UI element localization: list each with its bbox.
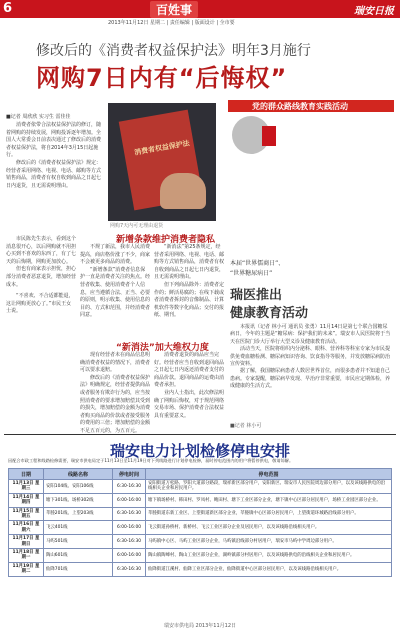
page-number: 6 xyxy=(3,1,13,16)
date-cell: 11月17日 星期日 xyxy=(9,535,44,549)
power-outage-notice xyxy=(0,434,400,634)
time-cell: 6:30-16:30 xyxy=(113,507,146,521)
date-cell: 11月19日 星期二 xyxy=(9,562,44,576)
area-cell: 莘塍街道东新工业区、上望街道新区部分企业，莘塍镇中心区部分居民用户，上望街道环城路沿线部分用户。 xyxy=(146,507,392,521)
date-cell: 11月18日 星期一 xyxy=(9,549,44,563)
column-paragraph: “新增条款”消费者信息保护一直是消费者关注的焦点。经营者收集、使用消费者个人信息，应当遵循合法、正当、必要的原则，明示收集、使用信息的目的、方式和范围，并经消费者同意。 xyxy=(80,266,151,319)
time-cell: 6:00-16:00 xyxy=(113,521,146,535)
date-cell: 11月15日 星期五 xyxy=(9,507,44,521)
sidebar-paragraph: 活动当天，医院将组织内分泌科、眼科、营养科等科室专家为市民提供免费血糖检测、糖尿病知识咨询、饮食指导等服务，并发放糖尿病防治宣传资料。 xyxy=(230,346,391,368)
lead-paragraph: 消费者依带合法权益保护法的修订，随着网购的持续发展，网购投诉逐年增加。全国人大常委会日前表决通过了修改后的消费者权益保护法，将自2014年3月15日起施行。 xyxy=(6,122,102,159)
sidebar-paragraph: 本报讯（记者 林小可 通讯员 张勇）11月14日是第七个联合国糖尿病日，今年的主题是“糖尿病：保护我们的未来”。瑞安市人民医院将于当天在医院门诊大厅举行大型义诊及健康教育活动。 xyxy=(230,324,391,345)
lead-paragraph: 修改后的《消费者权益保护法》规定：经营者采用网络、电视、电话、邮购等方式销售商品，消费者有权自收到商品之日起七日内退货，且无需说明理由。 xyxy=(6,159,102,189)
table-row xyxy=(9,549,392,563)
area-cell: 仙降街道江溪村、仙降工业区部分企业，仙降街道中心区部分居民用户，以及该线路沿线相关用户。 xyxy=(146,562,392,576)
date-cell: 11月14日 星期四 xyxy=(9,493,44,507)
table-row xyxy=(9,493,392,507)
sidebar-kicker: “世界糖尿病日” xyxy=(230,270,273,277)
area-cell: 塘下镇场桥村、韩田村、罗凤村、鲍田村、塘下工业区部分企业，塘下镇中心区部分居民用户，场桥工业园区部分企业。 xyxy=(146,493,392,507)
area-cell: 飞云街道孙桥村、新桥村、飞云工业区部分企业及居民用户，以及该线路沿线相关用户。 xyxy=(146,521,392,535)
hand-image xyxy=(160,173,206,209)
article-column xyxy=(154,352,224,428)
divider xyxy=(4,434,396,435)
page-header-bar xyxy=(0,0,400,18)
column-header: 停电时间 xyxy=(113,469,146,480)
notice-footer: 瑞安市供电局 2013年11月12日 xyxy=(163,623,237,629)
article-quote: “不喜欢、不合适都能退，这让网购更放心了。”市民王女士说。 xyxy=(6,293,74,315)
line-cell: 塘下301线、场桥302线 xyxy=(44,493,113,507)
column-paragraph: 但也有商家表示担忧，担心部分消费者恶意退货，增加经营成本。 xyxy=(6,266,77,288)
article-lead xyxy=(6,122,104,226)
sidebar-paragraph: 据了解，我国糖尿病患者人数居世界首位，而很多患者并不知道自己患病。专家提醒，糖尿病早发现、早治疗非常重要，市民应定期体检，养成健康的生活方式。 xyxy=(230,368,391,390)
outage-table xyxy=(8,468,392,577)
article-column xyxy=(80,352,151,434)
column-paragraph: 但下列商品除外：消费者定作的；鲜活易腐的；在线下载或者消费者拆封的音像制品、计算机软件等数字化商品；交付的报纸、期刊。 xyxy=(154,281,225,319)
area-cell: 陶山镇陶峰村、陶山工业区部分企业，湖岭镇部分村居用户，以及该线路供电的沿线相关企业和居民用户。 xyxy=(146,549,392,563)
dateline: 2013年11月12日 星期二 | 责任编辑 | 版面设计 | 全市要 xyxy=(108,20,235,26)
line-cell: 安阳104线、安阳106线 xyxy=(44,480,113,494)
section-heading: “新消法”加大维权力度 xyxy=(116,343,209,353)
sidebar-byline: ■记者 林小可 xyxy=(230,423,262,429)
article-kicker: 修改后的《消费者权益保护法》明年3月施行 xyxy=(36,43,311,59)
sidebar-header xyxy=(228,100,394,112)
notice-intro: 因配合市政工程和线路检修需要，瑞安市供电局定于11月13日至11月19日对下列线路进行计划停电检修，届时停电范围内的用户将暂停供电，敬请谅解。 xyxy=(8,458,294,463)
column-paragraph: 现有经营者未在商品信息明确消费者权益的情况下，消费者可以要求退赔。 xyxy=(80,352,151,374)
column-paragraph: 市民陈先生表示，看到这个消息很开心，以后网购就不用担心买到不喜欢的东西了，有了七天的后悔期，网购更加放心。 xyxy=(6,236,77,265)
table-row xyxy=(9,507,392,521)
article-photo xyxy=(108,103,216,221)
flag-icon xyxy=(262,126,276,146)
table-row xyxy=(9,562,392,576)
notice-title: 瑞安电力计划检修停电安排 xyxy=(109,442,290,460)
time-cell: 6:30-16:30 xyxy=(113,535,146,549)
column-paragraph: 修改后的《消费者权益保护法》明确规定，经营者提供商品或者服务有欺诈行为的，应当按照消费者的要求增加赔偿其受到的损失，增加赔偿的金额为消费者购买商品的价款或者接受服务的费用的三倍；增加赔偿的金额不足五百元的，为五百元。 xyxy=(80,374,151,434)
article-column xyxy=(6,236,76,426)
line-cell: 飞云401线 xyxy=(44,521,113,535)
column-paragraph: 业内人士指出，此次修法明确了网购后悔权，对于规范网络交易市场、保护消费者合法权益具有重要意义。 xyxy=(154,389,225,419)
article-column xyxy=(80,244,150,334)
sidebar-kicker: 本届“世界儒商日”、 xyxy=(230,260,285,267)
line-cell: 莘塍201线、上望203线 xyxy=(44,507,113,521)
article-byline: ■记者 周欣欣 实习生 雷佳佳 xyxy=(6,114,71,120)
section-heading: 新增条款维护消费者隐私 xyxy=(116,235,216,245)
column-paragraph: 不规了新法，我市人民消费提高，商店格价涨了不少，商家不会被更多商品的消费。 xyxy=(80,244,151,266)
column-header: 停电范围 xyxy=(146,469,392,480)
section-title: 百姓事 xyxy=(150,1,198,18)
article-headline: 网购7日内有“后悔权” xyxy=(36,64,288,92)
sidebar-header-text: 党的群众路线教育实践活动 xyxy=(252,102,348,111)
line-cell: 陶山601线 xyxy=(44,549,113,563)
time-cell: 6:30-16:30 xyxy=(113,480,146,494)
date-cell: 11月16日 星期六 xyxy=(9,521,44,535)
book-title: 消费者权益保护法 xyxy=(133,139,191,157)
table-row xyxy=(9,480,392,494)
sidebar-title: 瑞医推出 xyxy=(230,288,283,303)
sidebar-title: 健康教育活动 xyxy=(230,306,309,321)
masthead-logo: 瑞安日报 xyxy=(354,6,394,17)
time-cell: 6:00-16:00 xyxy=(113,549,146,563)
line-cell: 马屿501线 xyxy=(44,535,113,549)
line-cell: 仙降701线 xyxy=(44,562,113,576)
time-cell: 6:30-16:30 xyxy=(113,562,146,576)
table-row xyxy=(9,535,392,549)
photo-caption: 网购7天内可无理由退货 xyxy=(110,223,164,229)
area-cell: 马屿镇中心区、马屿工业区部分企业，马屿镇沿线部分村居用户，瑞安市马屿中学周边部分用户。 xyxy=(146,535,392,549)
time-cell: 6:00-16:00 xyxy=(113,493,146,507)
date-cell: 11月13日 星期三 xyxy=(9,480,44,494)
column-header: 日期 xyxy=(9,469,44,480)
table-row xyxy=(9,521,392,535)
table-header-row xyxy=(9,469,392,480)
column-paragraph: “新消法”第25条规定，经营者采用网络、电视、电话、邮购等方式销售商品，消费者有权自收到商品之日起七日内退货，且无需说明理由。 xyxy=(154,244,225,281)
column-header: 线路名称 xyxy=(44,469,113,480)
column-paragraph: 消费者退货的商品应当完好。经营者应当自收到退回商品之日起七日内返还消费者支付的商品价款。退回商品的运费由消费者承担。 xyxy=(154,352,225,389)
area-cell: 安阳街道万松路、罗阳大道部分路段，瑞祥新区部分用户，安阳新区、瑞安市人民医院周边部分用户，以及该线路供电的沿线相关企业和居民用户。 xyxy=(146,480,392,494)
article-column xyxy=(154,244,224,334)
